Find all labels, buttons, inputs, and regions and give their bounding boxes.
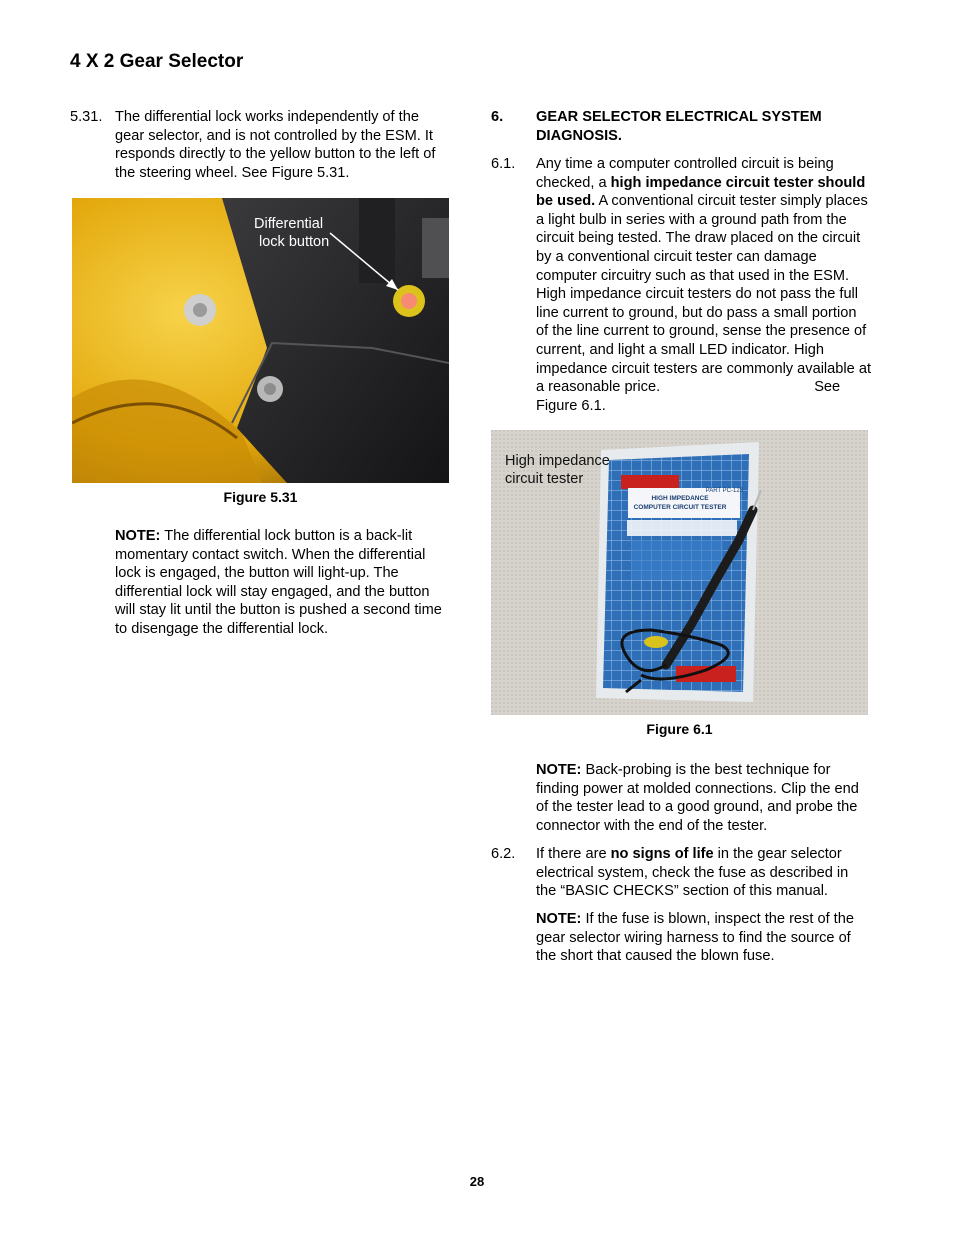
page-title: 4 X 2 Gear Selector bbox=[70, 51, 244, 72]
text-pre: If there are bbox=[536, 846, 611, 862]
note-label: NOTE: bbox=[536, 911, 582, 927]
figure-5-31-photo bbox=[72, 198, 449, 483]
package-line-1: HIGH IMPEDANCE bbox=[651, 495, 709, 502]
paragraph-text bbox=[536, 845, 871, 901]
figure-reference: See Figure 6.1. bbox=[536, 379, 841, 414]
label-line-1: High impedance bbox=[505, 453, 610, 469]
note-blown-fuse bbox=[536, 910, 871, 966]
label-line-2: lock button bbox=[259, 233, 330, 250]
note-text: Back-probing is the best technique for finding power at molded connections. Clip the end of the tester lead to a good ground, and probe the connector with the end of the tester. bbox=[536, 762, 859, 834]
package-part-number: PART PC-123 bbox=[705, 488, 743, 494]
text-post: in the gear selector electrical system, check the fuse as described in the “BASIC CHECKS” section of this manual. bbox=[536, 846, 849, 900]
section-6-heading bbox=[491, 108, 871, 148]
label-line-1: Differential bbox=[254, 216, 324, 232]
paragraph-5-31 bbox=[70, 108, 450, 188]
text-bold: no signs of life bbox=[610, 846, 714, 862]
note-text: The differential lock button is a back-lit momentary contact switch. When the differential lock is engaged, the button will light-up. The differential lock will stay engaged, and the button will stay lit until the button is pushed a second time to disengage the differential lock. bbox=[115, 528, 442, 637]
package-text bbox=[619, 494, 741, 512]
figure-6-1-photo bbox=[491, 430, 868, 715]
figure-5-31-caption: Figure 5.31 bbox=[223, 489, 298, 505]
paragraph-number: 5.31. bbox=[70, 109, 103, 125]
note-label: NOTE: bbox=[536, 762, 582, 778]
note-differential-lock bbox=[115, 527, 450, 639]
package-line-2: COMPUTER CIRCUIT TESTER bbox=[633, 504, 727, 511]
page-number: 28 bbox=[469, 1174, 485, 1189]
paragraph-number: 6.1. bbox=[491, 156, 516, 172]
note-back-probing bbox=[536, 761, 871, 835]
paragraph-6-2 bbox=[491, 845, 871, 905]
paragraph-number: 6.2. bbox=[491, 846, 516, 862]
text-pre: Any time a computer controlled circuit is being checked, a bbox=[536, 156, 834, 191]
section-number: 6. bbox=[491, 109, 504, 125]
note-text: If the fuse is blown, inspect the rest of the gear selector wiring harness to find the source of the short that caused the blown fuse. bbox=[536, 911, 854, 965]
paragraph-text bbox=[536, 155, 871, 415]
label-line-2: circuit tester bbox=[505, 470, 584, 487]
figure-label bbox=[254, 216, 329, 251]
note-label: NOTE: bbox=[115, 528, 161, 544]
text-bold: high impedance circuit tester should be used. bbox=[536, 174, 866, 210]
paragraph-text: The differential lock works independently of the gear selector, and is not controlled by the ESM. It responds directly to the yellow button to the left of the steering wheel. See Figure 5.31. bbox=[115, 109, 436, 181]
paragraph-6-1 bbox=[491, 155, 871, 420]
text-post: A conventional circuit tester simply places a light bulb in series with a ground path from the circuit being tested. The draw placed on the circuit by a conventional circuit tester can damage computer circuitry such as that used in the ESM. High impedance circuit testers do not pass the full line current to ground, but do pass a small portion of the line current to ground, sense the presence of current, and light a small LED indicator. High impedance circuit testers are commonly available at a reasonable price. bbox=[536, 193, 871, 396]
figure-label bbox=[505, 453, 610, 488]
figure-6-1-caption: Figure 6.1 bbox=[646, 721, 713, 737]
section-title: GEAR SELECTOR ELECTRICAL SYSTEM DIAGNOSIS. bbox=[536, 109, 822, 144]
